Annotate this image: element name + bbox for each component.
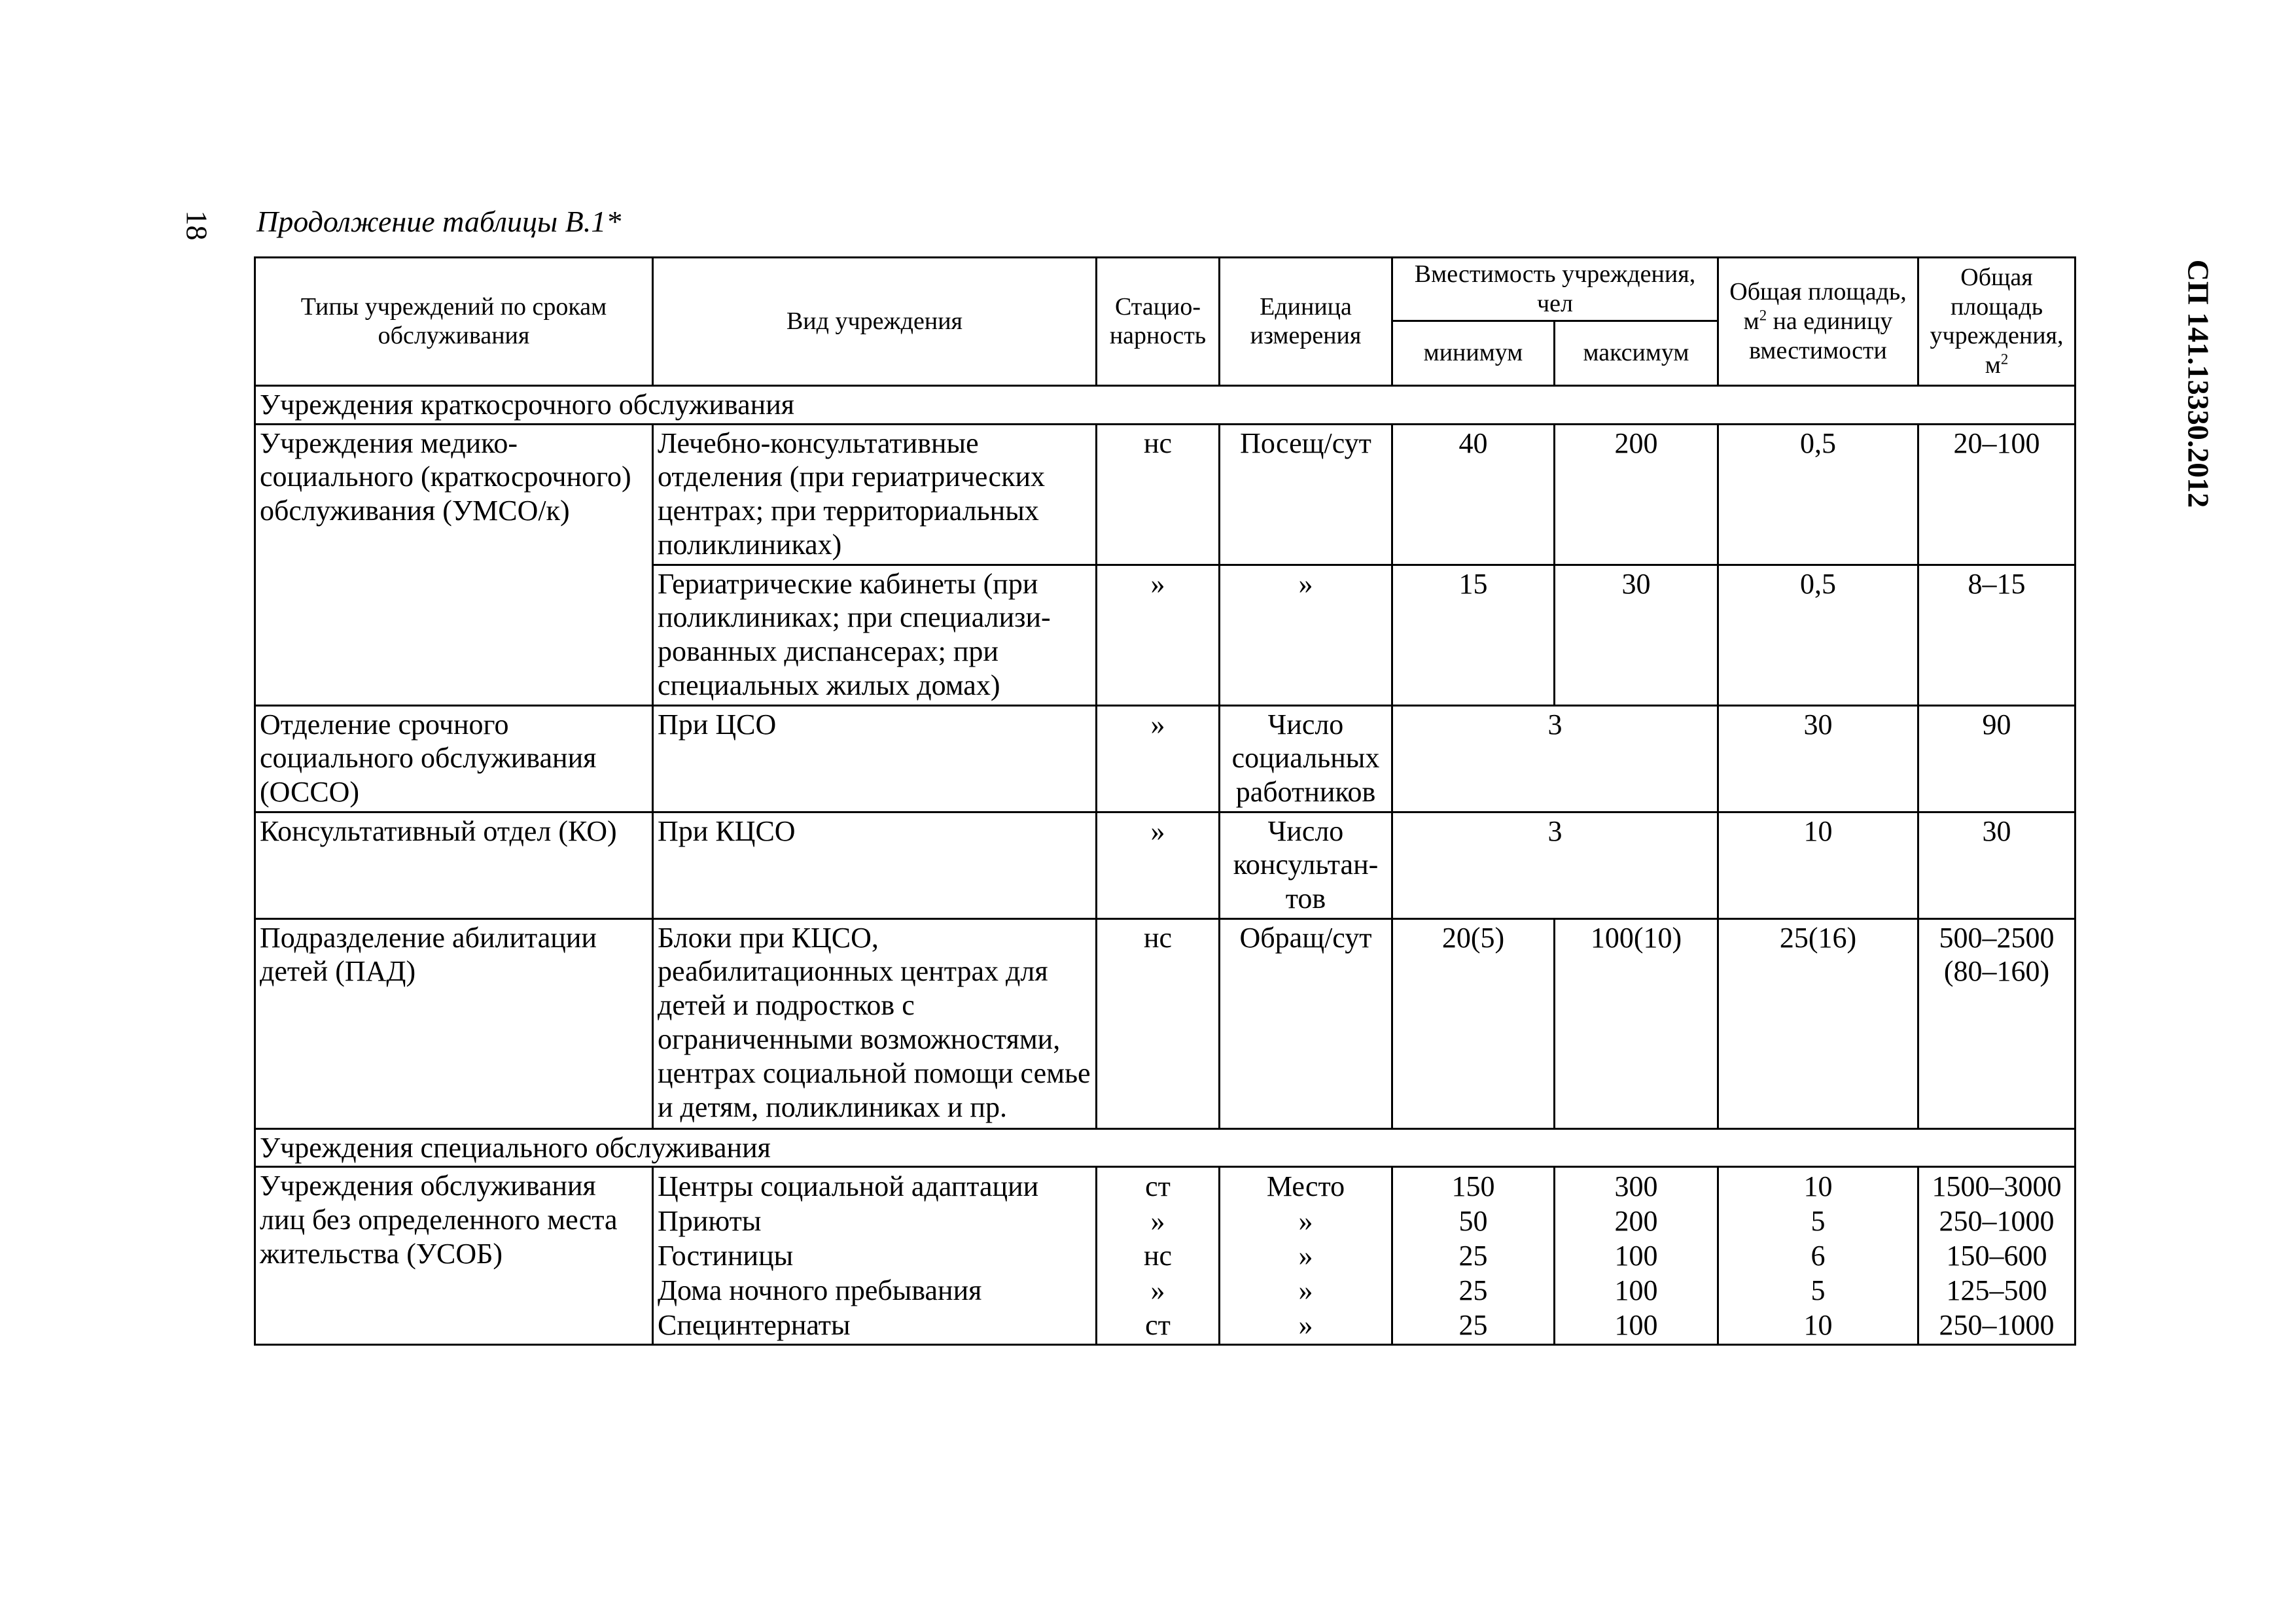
table-row: [255, 705, 2075, 812]
list-item: 50: [1458, 1205, 1488, 1238]
cell-unit: Число консультан-тов: [1220, 812, 1392, 918]
cell-area-per-unit: 25(16): [1718, 918, 1918, 1128]
cell-unit: Посещ/сут: [1220, 424, 1392, 565]
list-item: Специнтернаты: [658, 1309, 851, 1342]
list-item: 25: [1458, 1274, 1488, 1307]
cell-unit: Обращ/сут: [1220, 918, 1392, 1128]
cell-unit: Число социальных работников: [1220, 705, 1392, 812]
header-area-total: Общая площадь учреждения, $м^2$: [1918, 258, 2075, 386]
area-total-list: [1923, 1169, 2070, 1342]
cell-type: Учреждения медико-социального (краткосрочного) обслуживания (УМСО/к): [255, 424, 653, 705]
cell-area-total: [1918, 918, 2075, 1128]
list-item: »: [1298, 1205, 1313, 1238]
list-item: 1500–3000: [1932, 1170, 2062, 1203]
cell-stationarity: нс: [1097, 424, 1220, 565]
area-total-line: (80–160): [1943, 955, 2050, 988]
section-row: [255, 385, 2075, 424]
table-row: [255, 424, 2075, 565]
list-item: 250–1000: [1939, 1205, 2055, 1238]
cell-area-per-unit: 0,5: [1718, 565, 1918, 705]
cell-area-per-unit: 10: [1718, 812, 1918, 918]
list-item: »: [1150, 1274, 1165, 1307]
min-list: [1397, 1169, 1549, 1342]
cell-area-per-unit: 30: [1718, 705, 1918, 812]
list-item: »: [1298, 1309, 1313, 1342]
header-stationarity: Стацио-нарность: [1097, 258, 1220, 386]
cell-unit: »: [1220, 565, 1392, 705]
table-row: [255, 1167, 2075, 1345]
list-item: 250–1000: [1939, 1309, 2055, 1342]
list-item: 6: [1810, 1240, 1826, 1272]
cell-kind: Лечебно-консультативные отделения (при гериатрических центрах; при территориальных поликлиниках): [653, 424, 1097, 565]
cell-min: 20(5): [1392, 918, 1555, 1128]
list-item: нс: [1143, 1240, 1173, 1272]
cell-stationarity: »: [1097, 812, 1220, 918]
list-item: 100: [1614, 1309, 1658, 1342]
document-code: СП 141.13330.2012: [2181, 259, 2216, 508]
list-item: »: [1298, 1274, 1313, 1307]
list-item: ст: [1145, 1170, 1171, 1203]
list-item: »: [1150, 1205, 1165, 1238]
table-caption: Продолжение таблицы В.1*: [256, 205, 622, 238]
cell-max: 200: [1555, 424, 1718, 565]
list-item: 100: [1614, 1240, 1658, 1272]
cell-type: Консультативный отдел (КО): [255, 812, 653, 918]
cell-stationarity: »: [1097, 705, 1220, 812]
page-number: 18: [180, 210, 214, 241]
list-item: 5: [1810, 1274, 1826, 1307]
kind-list: [658, 1169, 1091, 1342]
cell-kind: Гериатрические кабинеты (при поликлиниках; при специализи-рованных диспансерах; при специальных жилых домах): [653, 565, 1097, 705]
list-item: 5: [1810, 1205, 1826, 1238]
list-item: Центры социальной адаптации: [658, 1170, 1039, 1203]
cell-kind: При ЦСО: [653, 705, 1097, 812]
list-item: 150–600: [1946, 1240, 2047, 1272]
stationarity-list: [1101, 1169, 1214, 1342]
cell-capacity: 3: [1392, 705, 1718, 812]
cell-area-per-unit: 0,5: [1718, 424, 1918, 565]
header-capacity: Вместимость учреждения, чел: [1392, 258, 1718, 321]
header-area-per-unit: Общая площадь, $м^2$ на единицу вместимости: [1718, 258, 1918, 386]
cell-capacity: 3: [1392, 812, 1718, 918]
list-item: 10: [1803, 1309, 1833, 1342]
list-item: 100: [1614, 1274, 1658, 1307]
list-item: 25: [1458, 1309, 1488, 1342]
cell-stationarity: »: [1097, 565, 1220, 705]
header-min: минимум: [1392, 321, 1555, 385]
header-max: максимум: [1555, 321, 1718, 385]
cell-max: 100(10): [1555, 918, 1718, 1128]
cell-kind: При КЦСО: [653, 812, 1097, 918]
cell-min: 40: [1392, 424, 1555, 565]
list-item: 300: [1614, 1170, 1658, 1203]
list-item: 10: [1803, 1170, 1833, 1203]
header-unit: Единица измерения: [1220, 258, 1392, 386]
cell-area-total: 20–100: [1918, 424, 2075, 565]
institutions-table: [254, 256, 2076, 1346]
cell-area-total: 30: [1918, 812, 2075, 918]
section-row: [255, 1128, 2075, 1167]
section-title: Учреждения краткосрочного обслуживания: [255, 385, 2075, 424]
cell-min: 15: [1392, 565, 1555, 705]
max-list: [1559, 1169, 1713, 1342]
list-item: ст: [1145, 1309, 1171, 1342]
header-kind: Вид учреждения: [653, 258, 1097, 386]
cell-type: Подразделение абилитации детей (ПАД): [255, 918, 653, 1128]
list-item: 25: [1458, 1240, 1488, 1272]
list-item: Место: [1266, 1170, 1345, 1203]
list-item: 150: [1451, 1170, 1495, 1203]
list-item: 200: [1614, 1205, 1658, 1238]
list-item: Приюты: [658, 1205, 762, 1238]
list-item: Дома ночного пребывания: [658, 1274, 982, 1307]
cell-kind: Блоки при КЦСО, реабилитационных центрах для детей и подростков с ограниченными возможностями, центрах социальной помощи семье и детям, поликлиниках и пр.: [653, 918, 1097, 1128]
list-item: »: [1298, 1240, 1313, 1272]
cell-type: Отделение срочного социального обслуживания (ОССО): [255, 705, 653, 812]
cell-area-total: 90: [1918, 705, 2075, 812]
unit-list: [1224, 1169, 1387, 1342]
cell-stationarity: нс: [1097, 918, 1220, 1128]
cell-type: Учреждения обслуживания лиц без определенного места жительства (УСОБ): [255, 1167, 653, 1345]
table-row: [255, 812, 2075, 918]
area-total-line: 500–2500: [1939, 921, 2055, 954]
header-type: Типы учреждений по срокам обслуживания: [255, 258, 653, 386]
list-item: 125–500: [1946, 1274, 2047, 1307]
cell-max: 30: [1555, 565, 1718, 705]
section-title: Учреждения специального обслуживания: [255, 1128, 2075, 1167]
area-per-unit-list: [1723, 1169, 1913, 1342]
table-row: [255, 918, 2075, 1128]
cell-area-total: 8–15: [1918, 565, 2075, 705]
list-item: Гостиницы: [658, 1240, 794, 1272]
